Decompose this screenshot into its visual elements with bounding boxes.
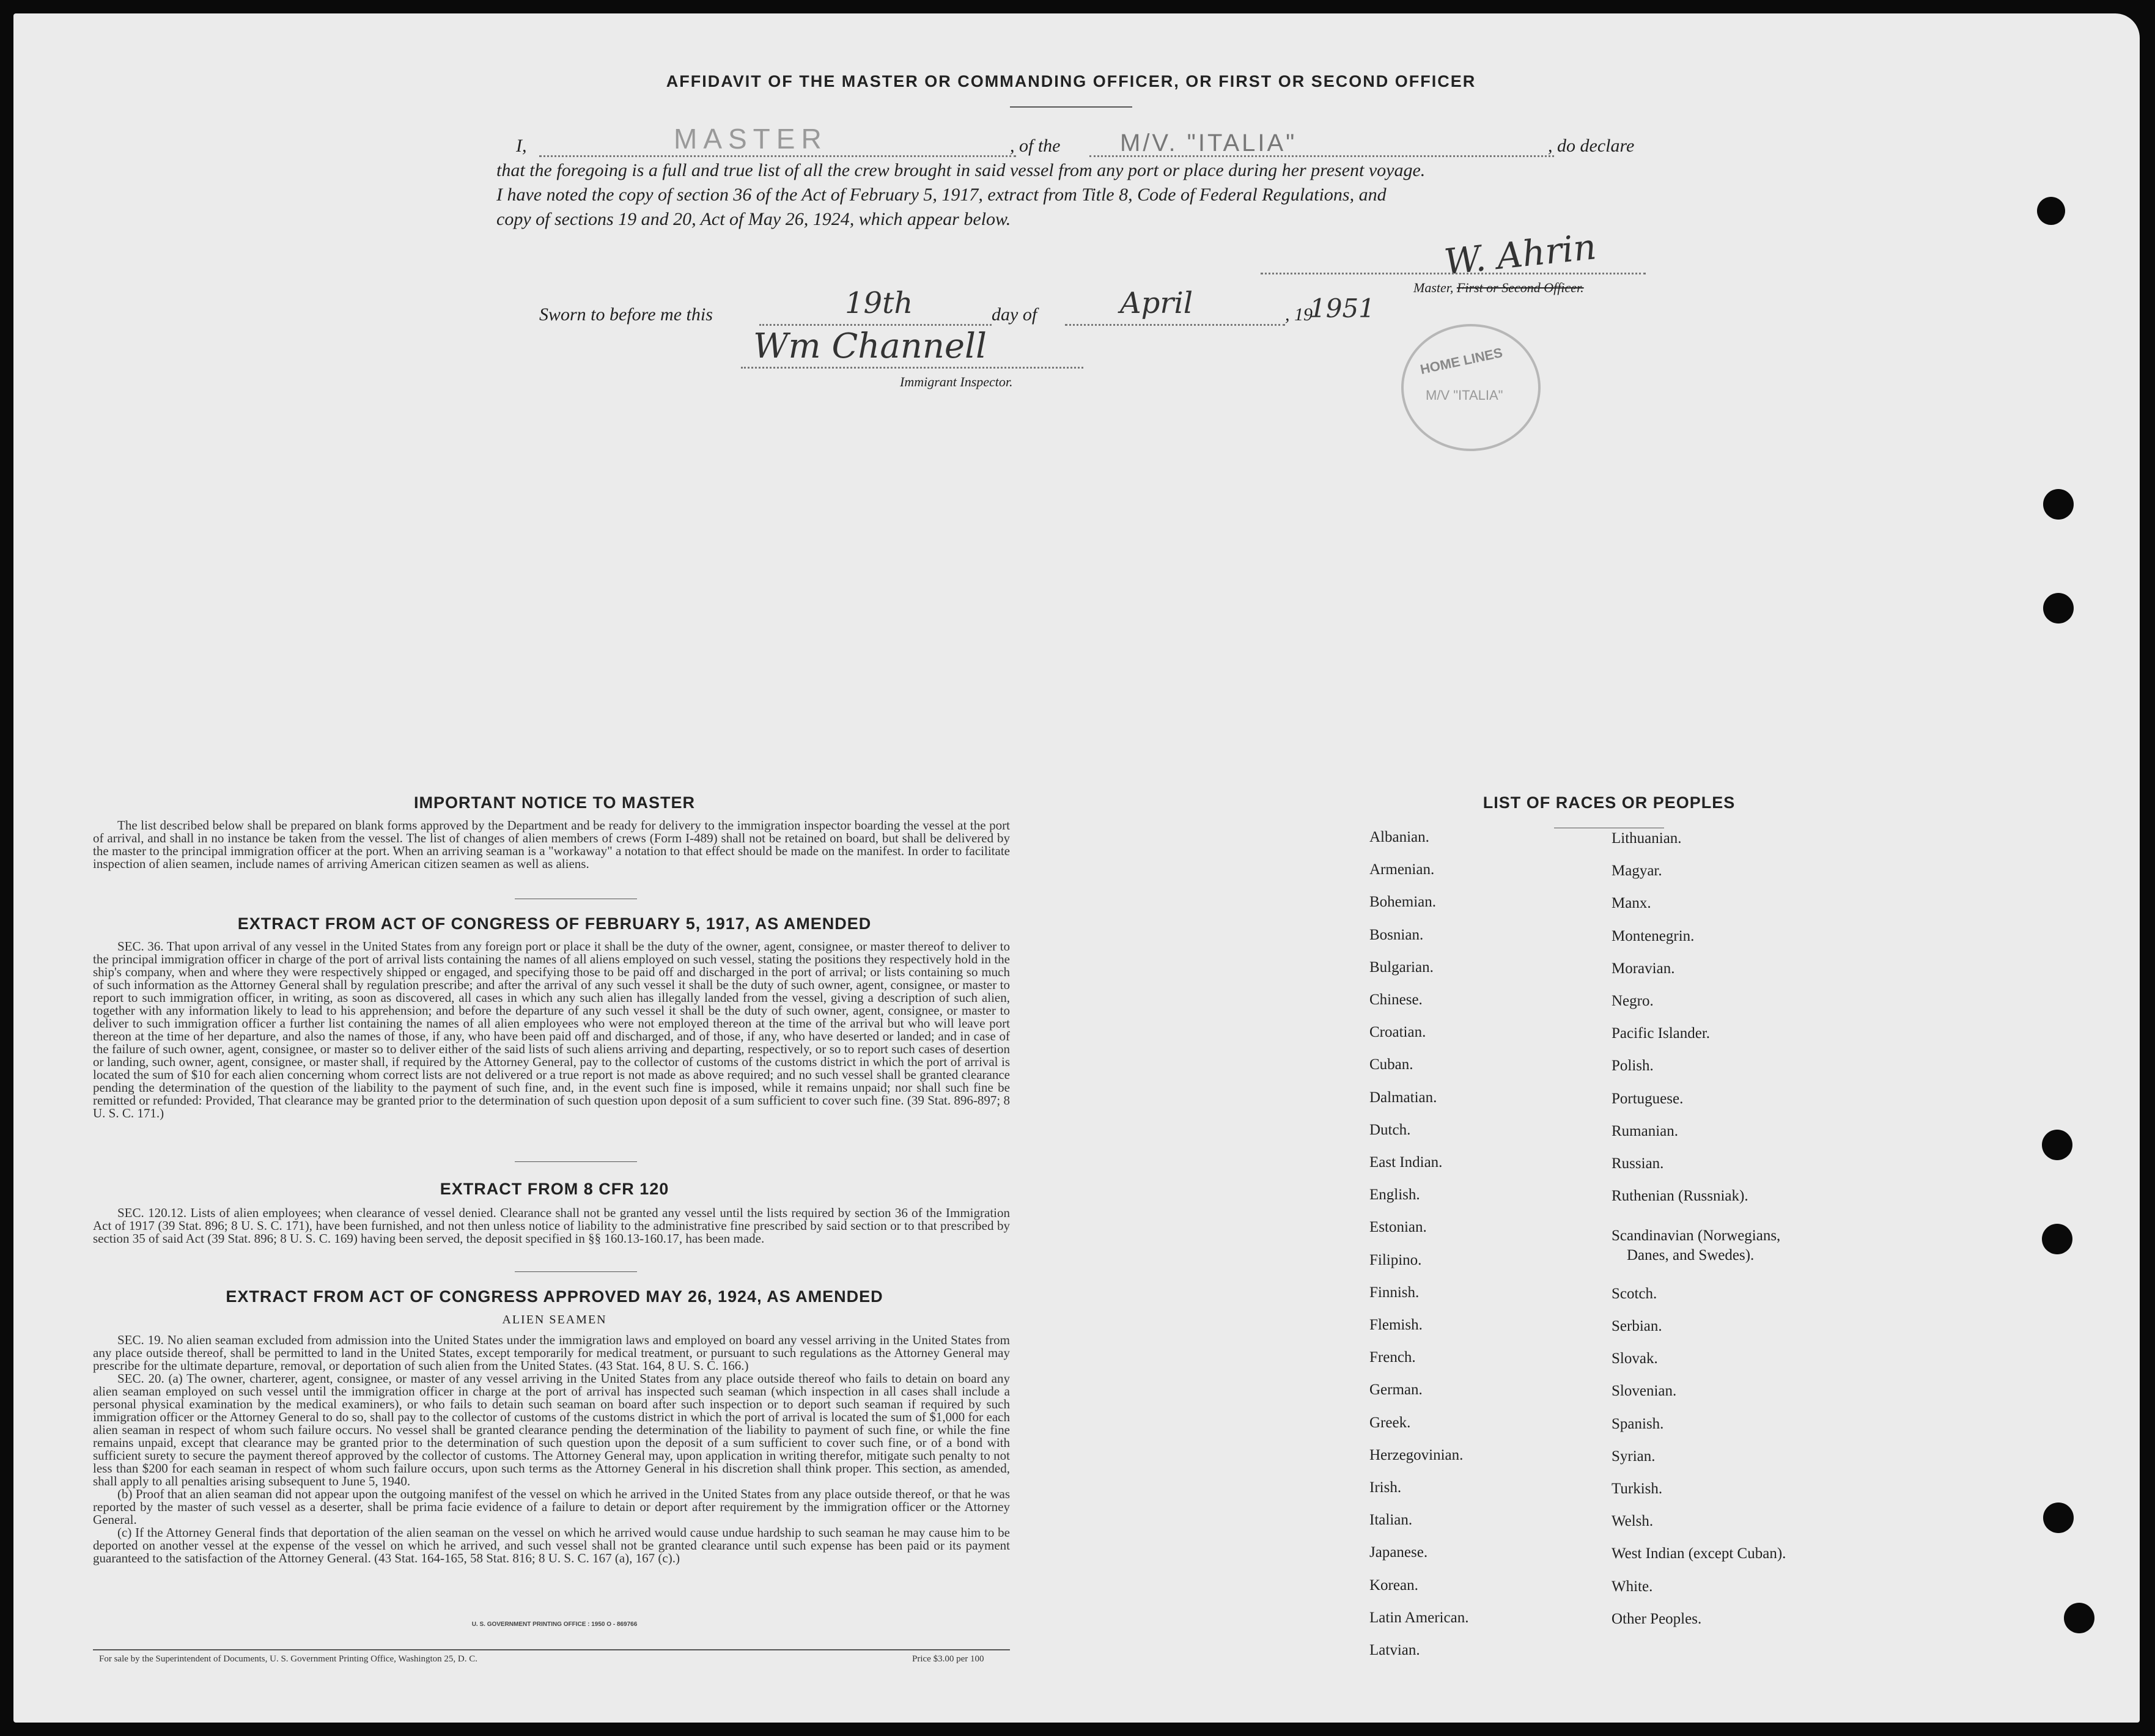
affidavit-body-4: copy of sections 19 and 20, Act of May 26, 1924, which appear below. <box>496 209 1011 229</box>
stamp-top-text: HOME LINES <box>1418 345 1504 377</box>
race-item: Lithuanian. <box>1612 830 1682 847</box>
sworn-day: 19th <box>845 286 913 320</box>
inspector-signature: Wm Channell <box>753 326 987 366</box>
race-item: Finnish. <box>1369 1284 1420 1301</box>
extract-cfr-title: EXTRACT FROM 8 CFR 120 <box>440 1180 669 1198</box>
master-caption <box>1413 280 1584 296</box>
stamp-center-text: M/V "ITALIA" <box>1426 388 1503 403</box>
race-item: Other Peoples. <box>1612 1610 1702 1627</box>
extract-1917-title: EXTRACT FROM ACT OF CONGRESS OF FEBRUARY 5, 1917, AS AMENDED <box>237 914 872 933</box>
race-item: Bohemian. <box>1369 894 1437 911</box>
punch-hole <box>2043 593 2074 623</box>
punch-hole <box>2043 489 2074 520</box>
race-item: Syrian. <box>1612 1447 1656 1465</box>
extract-1924-subtitle: ALIEN SEAMEN <box>502 1313 607 1326</box>
extract-1924-title: EXTRACT FROM ACT OF CONGRESS APPROVED MAY 26, 1924, AS AMENDED <box>226 1287 883 1306</box>
race-item: Portuguese. <box>1612 1090 1684 1107</box>
race-item: Scotch. <box>1612 1285 1657 1302</box>
race-item: Turkish. <box>1612 1480 1663 1497</box>
master-caption-master: Master, <box>1413 280 1454 295</box>
affidavit-i: I, <box>516 136 527 156</box>
race-item: Greek. <box>1369 1414 1411 1431</box>
race-item: Cuban. <box>1369 1056 1413 1073</box>
sworn-year: 1951 <box>1310 293 1375 323</box>
race-item: Armenian. <box>1369 861 1435 878</box>
race-item: East Indian. <box>1369 1154 1443 1171</box>
title-underline <box>1010 106 1132 108</box>
race-item: Russian. <box>1612 1155 1664 1172</box>
punch-hole <box>2043 1502 2074 1533</box>
extract-cfr-paragraph: SEC. 120.12. Lists of alien employees; when clearance of vessel denied. Clearance shall not be granted any vessel until the lists required by section 36 of the Immigration Act of 1917 (39 Stat. 896; 8 U. S. C. 171), have been furnished, and not then unless notice of liability to the administrative fine prescribed by said section or to that prescribed by section 35 of said Act (39 Stat. 896; 8 U. S. C. 169) having been served, the deposit specified in §§ 160.13-160.17, has been made. <box>93 1205 1010 1246</box>
race-item: Albanian. <box>1369 829 1429 845</box>
race-item: Polish. <box>1612 1057 1654 1075</box>
race-item: Magyar. <box>1612 862 1662 880</box>
race-item: Estonian. <box>1369 1219 1427 1236</box>
master-signature: W. Ahrin <box>1442 226 1599 283</box>
race-item: Croatian. <box>1369 1024 1426 1041</box>
race-item: Serbian. <box>1612 1318 1662 1334</box>
race-item: Welsh. <box>1612 1513 1654 1530</box>
inspector-signature-line <box>741 367 1083 369</box>
race-item: Chinese. <box>1369 991 1423 1008</box>
race-item: Spanish. <box>1612 1415 1664 1432</box>
extract-1924-p3: (b) Proof that an alien seaman did not appear upon the outgoing manifest of the vessel on which he arrived in the United States from any place outside thereof, or that he was reported by the master of such vessel as a deserter, shall be prima facie evidence of a failure to detain or deport after requirement by the immigration officer or the Attorney General. <box>93 1487 1010 1527</box>
punch-hole <box>2037 197 2065 225</box>
race-item: German. <box>1369 1381 1423 1399</box>
race-item: Filipino. <box>1369 1251 1422 1268</box>
race-item: Japanese. <box>1369 1544 1428 1561</box>
sworn-day-line <box>759 324 992 326</box>
race-item: Slovak. <box>1612 1350 1658 1367</box>
printing-office: U. S. GOVERNMENT PRINTING OFFICE : 1950 O - 869766 <box>471 1621 638 1628</box>
races-title: LIST OF RACES OR PEOPLES <box>1483 793 1736 812</box>
footer-sale: For sale by the Superintendent of Documents, U. S. Government Printing Office, Washington 25, D. C. <box>99 1654 477 1664</box>
race-item: Pacific Islander. <box>1612 1025 1711 1042</box>
race-item: Rumanian. <box>1612 1122 1679 1139</box>
sworn-month-line <box>1065 324 1285 326</box>
punch-hole <box>2042 1130 2072 1160</box>
race-item: Herzegovinian. <box>1369 1446 1464 1463</box>
race-item: Bosnian. <box>1369 926 1424 943</box>
punch-hole <box>2064 1603 2094 1633</box>
extract-1924-p4: (c) If the Attorney General finds that deportation of the alien seaman on the vessel on which he arrived would cause undue hardship to such seaman he may cause him to be deported on another vessel at the expense of the vessel on which he arrived, and such vessel shall not be granted clearance until such expense has been paid or its payment guaranteed to the satisfaction of the Attorney General. (43 Stat. 164-165, 58 Stat. 816; 8 U. S. C. 167 (a), 167 (c).) <box>93 1525 1010 1565</box>
race-item: Moravian. <box>1612 960 1675 977</box>
race-item: Scandinavian (Norwegians, Danes, and Swedes). <box>1612 1227 1781 1264</box>
master-stamp-text: MASTER <box>674 123 828 155</box>
sworn-day-of: day of <box>992 304 1037 325</box>
affidavit-declare: , do declare <box>1548 136 1635 156</box>
race-item: English. <box>1369 1186 1420 1204</box>
race-item: Irish. <box>1369 1479 1402 1496</box>
footer-rule <box>93 1649 1010 1650</box>
punch-hole <box>2042 1224 2072 1254</box>
race-item: Korean. <box>1369 1576 1418 1594</box>
race-item: Dalmatian. <box>1369 1089 1437 1106</box>
sworn-month: April <box>1120 286 1193 320</box>
race-item: Manx. <box>1612 895 1651 912</box>
race-item: Bulgarian. <box>1369 958 1434 976</box>
divider-2 <box>515 1161 637 1162</box>
race-item: French. <box>1369 1349 1416 1366</box>
affidavit-of-the: , of the <box>1010 136 1061 156</box>
extract-1917-paragraph: SEC. 36. That upon arrival of any vessel in the United States from any foreign port or place it shall be the duty of the owner, agent, consignee, or master thereof to deliver to the principal immigration officer in charge of the port of arrival lists containing the names of all aliens employed on such vessel, stating the positions they respectively hold in the ship's company, when and where they were respectively shipped or engaged, and specifying those to be paid off and discharged in the port of arrival; or lists containing so much of such information as the Attorney General shall by regulation prescribe; and after the arrival of any such vessel it shall be the duty of such owner, agent, consignee, or master to report to such immigration officer, in writing, as soon as discovered, all cases in which any such alien has illegally landed from the vessel, giving a description of such alien, together with any information likely to lead to his apprehension; and before the departure of any such vessel it shall be the duty of such owner, agent, consignee, or master to deliver to such immigration officer a further list containing the names of all alien employees who were not employed thereon at the time of the arrival but who will leave port thereon at the time of her departure, and also the names of those, if any, who have been paid off and discharged, and of those, if any, who have deserted or landed; and in case of the failure of such owner, agent, consignee, or master so to deliver either of the said lists of such aliens arriving and departing, respectively, or so to report such cases of desertion or landing, such owner, agent, consignee, or master shall, if required by the Attorney General, pay to the collector of customs of the customs district in which the port of arrival is located the sum of $10 for each alien concerning whom correct lists are not delivered or a true report is not made as above required; and no such vessel shall be granted clearance pending the determination of the question of the liability to the payment of such fine, and, in the event such fine is imposed, while it remains unpaid; nor shall such fine be remitted or refunded: Provided, That clearance may be granted prior to the determination of such question upon deposit of a sum sufficient to cover such fine. (39 Stat. 896-897; 8 U. S. C. 171.) <box>93 939 1010 1120</box>
race-item: Latin American. <box>1369 1609 1469 1626</box>
notice-text <box>93 819 1010 870</box>
inspector-caption: Immigrant Inspector. <box>900 374 1013 389</box>
footer-price: Price $3.00 per 100 <box>912 1654 984 1664</box>
notice-paragraph: The list described below shall be prepared on blank forms approved by the Department and be ready for delivery to the immigration inspector boarding the vessel at the port of arrival, and shall in no instance be taken from the vessel. The list of changes of alien members of crews (Form I-489) shall not be retained on board, but shall be delivered by the master to the principal immigration officer at the port. When an arriving seaman is a "workaway" a notation to that effect should be made on the manifest. In order to facilitate inspection of alien seamen, include names of arriving American citizen seamen as well as aliens. <box>93 818 1010 871</box>
divider-3 <box>515 1271 637 1272</box>
race-item: Montenegrin. <box>1612 927 1695 944</box>
race-item: Flemish. <box>1369 1317 1423 1333</box>
affidavit-title: AFFIDAVIT OF THE MASTER OR COMMANDING OFFICER, OR FIRST OR SECOND OFFICER <box>666 72 1476 90</box>
race-item: Slovenian. <box>1612 1383 1677 1400</box>
race-item: Italian. <box>1369 1512 1413 1529</box>
vessel-name: M/V. "ITALIA" <box>1120 130 1297 156</box>
race-item: White. <box>1612 1578 1653 1595</box>
document-page <box>13 13 2140 1723</box>
extract-1924-p1: SEC. 19. No alien seaman excluded from admission into the United States under the immigration laws and employed on board any vessel arriving in the United States from any place outside thereof, shall be permitted to land in the United States, except temporarily for medical treatment, or pursuant to such regulations as the Attorney General may prescribe for the ultimate departure, removal, or deportation of such alien from the United States. (43 Stat. 164, 8 U. S. C. 166.) <box>93 1333 1010 1373</box>
sworn-year-prefix: , 19 <box>1285 304 1313 325</box>
affidavit-body-2: that the foregoing is a full and true list of all the crew brought in said vessel from any port or place during her present voyage. <box>496 160 1426 180</box>
race-item: Negro. <box>1612 993 1654 1009</box>
extract-1917-text <box>93 940 1010 1120</box>
name-line <box>539 155 1016 157</box>
race-item: Latvian. <box>1369 1642 1420 1658</box>
sworn-prefix: Sworn to before me this <box>539 304 713 325</box>
extract-cfr-text <box>93 1207 1010 1245</box>
master-signature-line <box>1261 273 1646 274</box>
affidavit-body-3: I have noted the copy of section 36 of the Act of February 5, 1917, extract from Title 8, Code of Federal Regulations, and <box>496 185 1387 205</box>
race-item: Dutch. <box>1369 1121 1411 1138</box>
race-item: West Indian (except Cuban). <box>1612 1545 1786 1562</box>
extract-1924-p2: SEC. 20. (a) The owner, charterer, agent, consignee, or master of any vessel arriving in the United States from any place outside thereof who fails to detain on board any alien seaman employed on such vessel until the immigration officer in charge at the port of arrival has inspected such seaman (which inspection in all cases shall include a personal physical examination by the medical examiners), or who fails to detain such seaman on board after such inspection or to deport such seaman if required by such immigration officer or the Attorney General to do so, shall pay to the collector of customs of the customs district in which the port of arrival is located the sum of $1,000 for each alien seaman in respect of whom such failure occurs. No vessel shall be granted clearance pending the determination of the liability to payment of such fine, or while the fine remains unpaid, except that clearance may be granted prior to the determination of such question upon the deposit of a sum sufficient to cover such fine, or of a bond with sufficient surety to secure the payment thereof approved by the collector of customs. The Attorney General may, upon application in writing therefor, mitigate such penalty to not less than $200 for each seaman in respect of whom such failure occurs, upon such terms as the Attorney General in his discretion shall think proper. This section, as amended, shall apply to all penalties arising subsequent to June 5, 1940. <box>93 1371 1010 1488</box>
master-caption-struck: First or Second Officer. <box>1456 280 1584 295</box>
race-item: Ruthenian (Russniak). <box>1612 1188 1748 1205</box>
notice-title: IMPORTANT NOTICE TO MASTER <box>414 793 695 812</box>
extract-1924-text <box>93 1334 1010 1565</box>
